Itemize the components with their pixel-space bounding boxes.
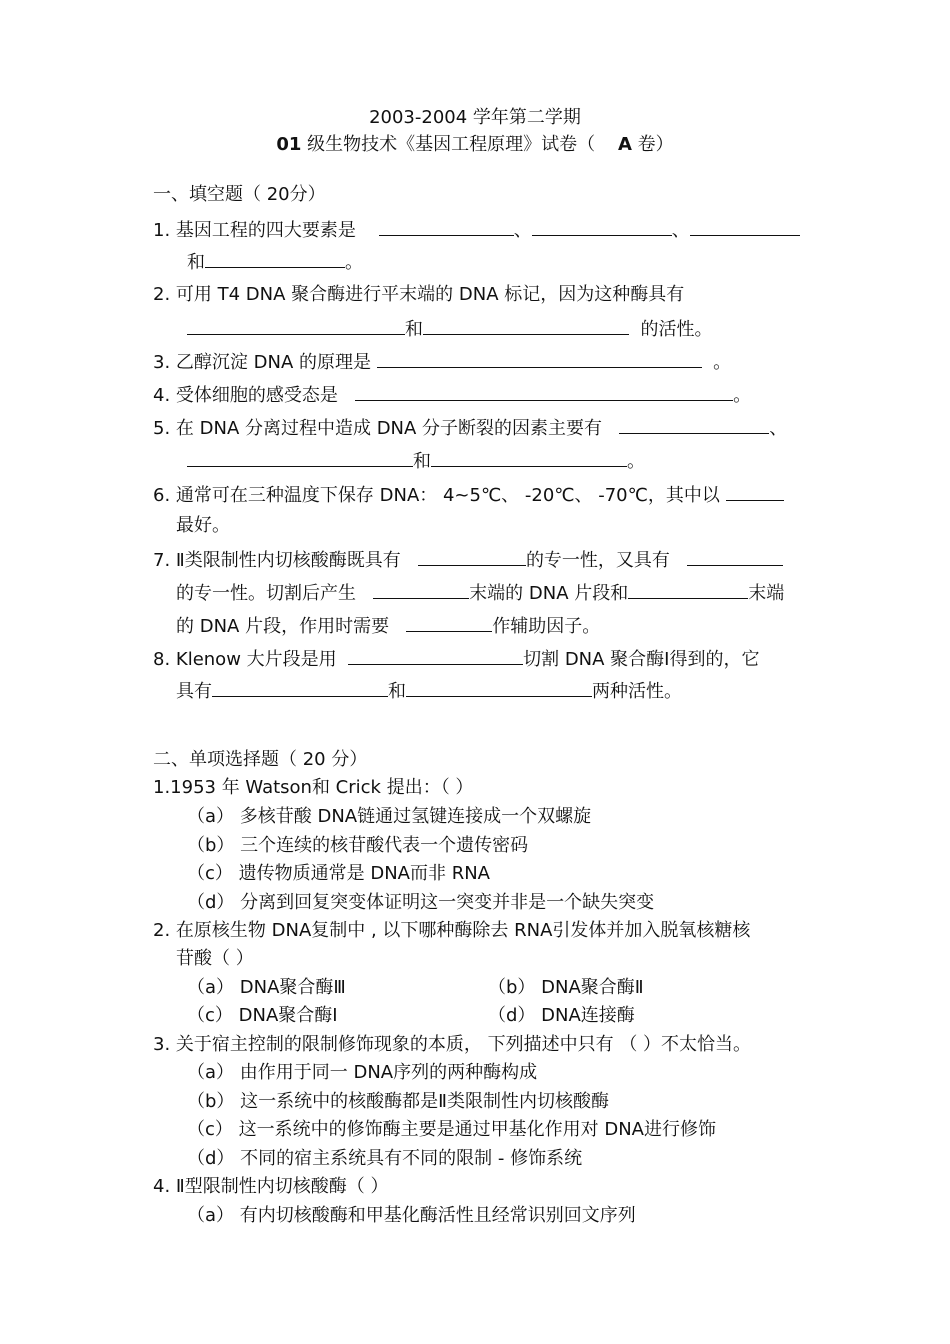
choice-q1-option-d: （d） 分离到回复突变体证明这一突变并非是一个缺失突变: [187, 892, 655, 913]
fill-q3-text: 3. 乙醇沉淀 DNA 的原理是: [153, 352, 371, 373]
fill-q7-text4: 末端的 DNA 片段和: [469, 583, 629, 604]
period: 。: [345, 252, 363, 273]
answer-blank: [379, 217, 514, 236]
fill-q2-activity: 的活性。: [640, 319, 713, 340]
answer-blank: [406, 678, 592, 697]
choice-q1-option-c: （c） 遗传物质通常是 DNA而非 RNA: [187, 863, 490, 884]
class-prefix: 01: [276, 134, 302, 155]
fill-q6-line1: [153, 482, 784, 508]
fill-q7-text7: 作辅助因子。: [492, 616, 601, 637]
comma: 、: [513, 220, 532, 241]
answer-blank: [423, 316, 629, 335]
fill-q1-line1: [153, 217, 800, 243]
fill-q8-text3: 具有: [176, 681, 212, 702]
choice-q3-option-b: （b） 这一系统中的核酸酶都是Ⅱ类限制性内切核酸酶: [187, 1091, 610, 1112]
choice-q4: 4. Ⅱ型限制性内切核酸酶（ ）: [153, 1176, 389, 1197]
fill-q4-text: 4. 受体细胞的感受态是: [153, 385, 338, 406]
fill-q8-text2: 切割 DNA 聚合酶Ⅰ得到的，它: [523, 649, 760, 670]
fill-q7-text3: 的专一性。切割后产生: [176, 583, 356, 604]
fill-q2-line2: [187, 316, 712, 342]
choice-q1: 1.1953 年 Watson和 Crick 提出：（ ）: [153, 777, 474, 798]
course-title-line: [0, 133, 950, 157]
choice-q2: 2. 在原核生物 DNA复制中 , 以下哪种酶除去 RNA引发体并加入脱氧核糖核: [153, 920, 751, 941]
choice-q1-option-a: （a） 多核苷酸 DNA链通过氢键连接成一个双螺旋: [187, 806, 592, 827]
fill-q7-text6: 的 DNA 片段，作用时需要: [176, 616, 390, 637]
term-line: 2003-2004 学年第二学期: [369, 107, 581, 128]
fill-q6-text: 6. 通常可在三种温度下保存 DNA： 4~5℃、 -20℃、 -70℃，其中以: [153, 485, 720, 506]
fill-q1-text: 1. 基因工程的四大要素是: [153, 220, 356, 241]
fill-q5-line2: [187, 448, 645, 474]
choice-q3-option-d: （d） 不同的宿主系统具有不同的限制 - 修饰系统: [187, 1148, 583, 1169]
fill-q8-text: 8. Klenow 大片段是用: [153, 649, 337, 670]
fill-q7-text2: 的专一性，又具有: [525, 550, 670, 571]
paper-letter: A: [618, 134, 632, 155]
answer-blank: [187, 316, 405, 335]
fill-q7-text: 7. Ⅱ类限制性内切核酸酶既具有: [153, 550, 401, 571]
period: 。: [713, 352, 732, 373]
fill-q1-line2: [187, 249, 363, 275]
answer-blank: [431, 448, 627, 467]
choice-q2-option-c: （c） DNA聚合酶Ⅰ: [187, 1005, 338, 1026]
choice-q3: 3. 关于宿主控制的限制修饰现象的本质， 下列描述中只有 （ ）不太恰当。: [153, 1034, 752, 1055]
fill-q5-text: 5. 在 DNA 分离过程中造成 DNA 分子断裂的因素主要有: [153, 418, 603, 439]
fill-q8-and: 和: [388, 681, 406, 702]
answer-blank: [355, 382, 733, 401]
course-title: 级生物技术《基因工程原理》试卷（: [307, 134, 596, 155]
comma: 、: [769, 418, 788, 439]
answer-blank: [377, 349, 702, 368]
fill-q8-text4: 两种活性。: [592, 681, 682, 702]
fill-q1-and: 和: [187, 252, 205, 273]
choice-q2-cont: 苷酸（ ）: [176, 948, 254, 969]
fill-q5-line1: [153, 415, 787, 441]
answer-blank: [348, 646, 523, 665]
choice-q2-option-d: （d） DNA连接酶: [488, 1005, 635, 1026]
answer-blank: [619, 415, 769, 434]
answer-blank: [687, 547, 783, 566]
fill-q8-line1: [153, 646, 759, 672]
choice-q3-option-c: （c） 这一系统中的修饰酶主要是通过甲基化作用对 DNA进行修饰: [187, 1119, 716, 1140]
period: 。: [627, 451, 645, 472]
fill-q5-and: 和: [413, 451, 431, 472]
answer-blank: [726, 482, 784, 501]
choice-q1-option-b: （b） 三个连续的核苷酸代表一个遗传密码: [187, 835, 529, 856]
choice-q2-option-a: （a） DNA聚合酶Ⅲ: [187, 977, 346, 998]
answer-blank: [690, 217, 800, 236]
answer-blank: [628, 580, 748, 599]
fill-q7-line1: [153, 547, 783, 573]
choice-q2-option-b: （b） DNA聚合酶Ⅱ: [488, 977, 644, 998]
answer-blank: [373, 580, 469, 599]
fill-q3: [153, 349, 731, 375]
choice-q3-option-a: （a） 由作用于同一 DNA序列的两种酶构成: [187, 1062, 538, 1083]
choice-q4-option-a: （a） 有内切核酸酶和甲基化酶活性且经常识别回文序列: [187, 1205, 636, 1226]
fill-q7-text5: 末端: [748, 583, 785, 604]
answer-blank: [418, 547, 526, 566]
answer-blank: [532, 217, 672, 236]
fill-q4: [153, 382, 751, 408]
choice-heading: 二、单项选择题（ 20 分）: [153, 749, 368, 770]
fill-q8-line2: [176, 678, 682, 704]
fill-q2-line1: 2. 可用 T4 DNA 聚合酶进行平末端的 DNA 标记，因为这种酶具有: [153, 284, 685, 305]
fill-q7-line2: [176, 580, 784, 606]
fill-q6-line2: 最好。: [176, 515, 230, 536]
answer-blank: [205, 249, 345, 268]
paper-suffix: 卷）: [637, 134, 674, 155]
fill-in-heading: 一、填空题（ 20分）: [153, 184, 326, 205]
fill-q7-line3: [176, 613, 600, 639]
period: 。: [733, 385, 752, 406]
comma: 、: [671, 220, 690, 241]
answer-blank: [406, 613, 492, 632]
answer-blank: [212, 678, 388, 697]
fill-q2-and: 和: [405, 319, 423, 340]
answer-blank: [187, 448, 413, 467]
